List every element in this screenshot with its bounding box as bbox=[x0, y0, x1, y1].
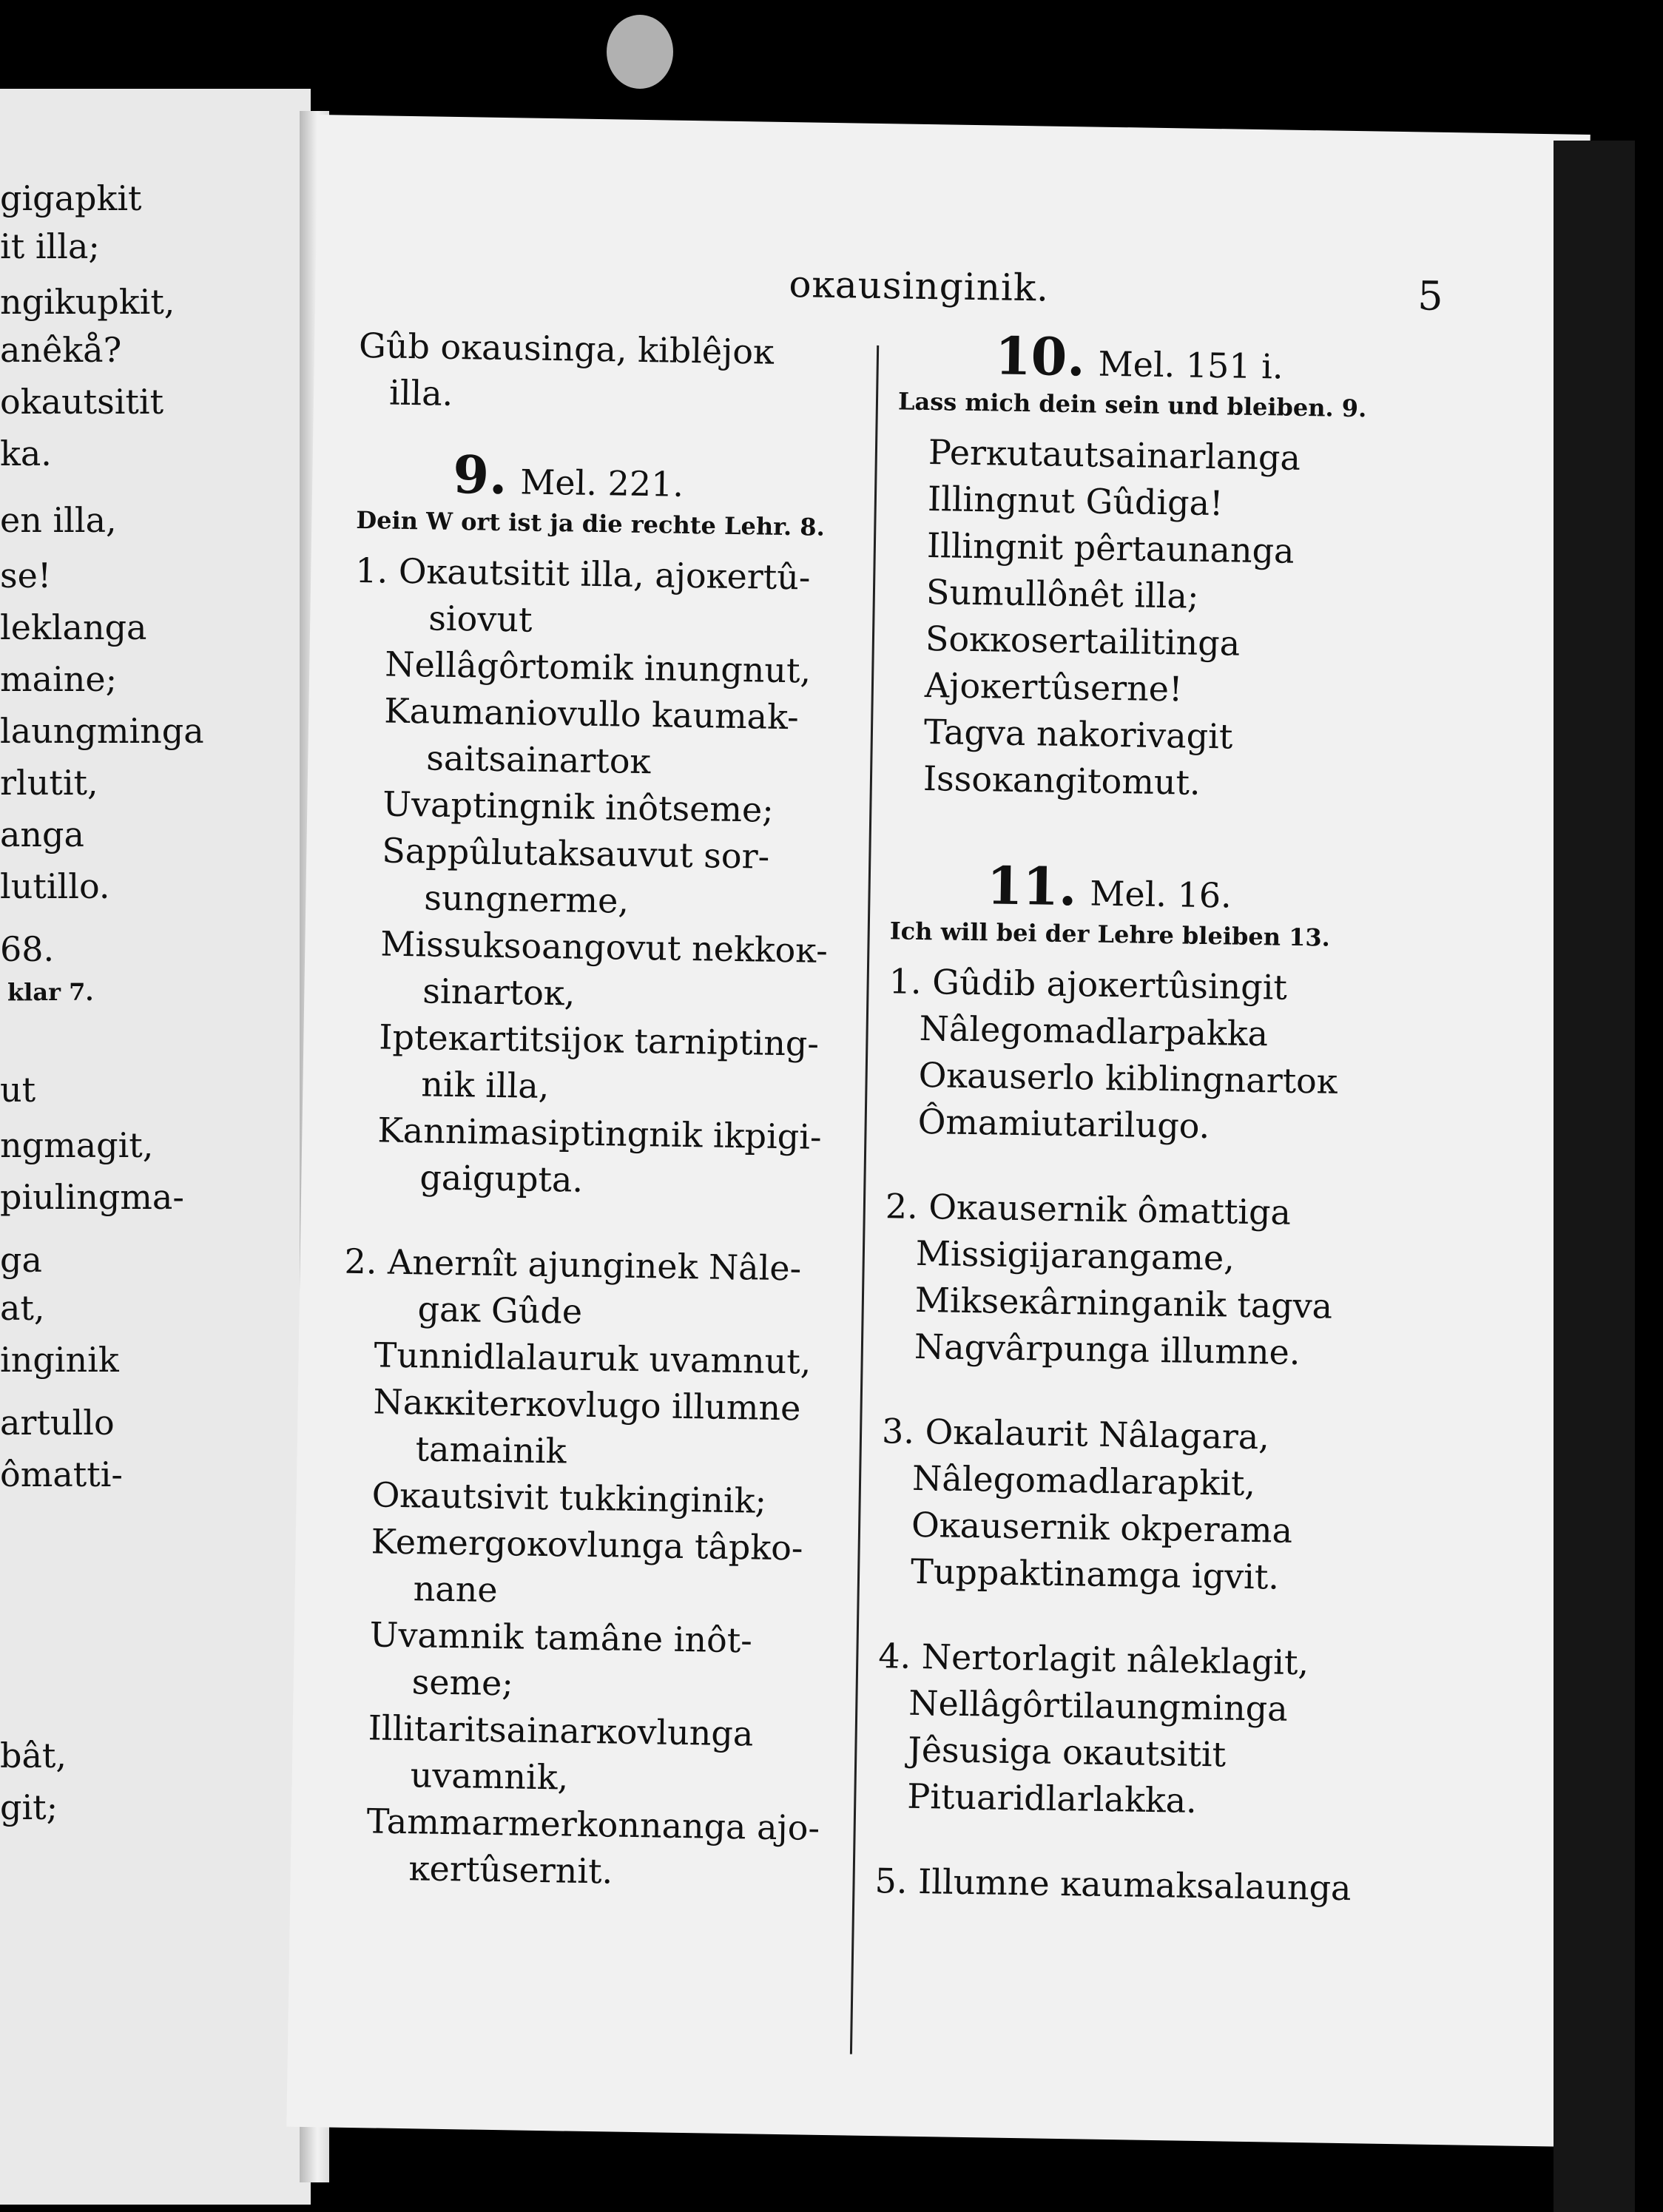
running-header: oĸausinginik. bbox=[789, 263, 1050, 310]
previous-page-line: ga bbox=[0, 1240, 42, 1280]
verse-line: Soĸĸosertailitinga bbox=[925, 618, 1241, 664]
verse-line: gaigupta. bbox=[419, 1157, 584, 1200]
verse-line: Illingnit pêrtaunanga bbox=[926, 525, 1295, 571]
verse-line: Nâlegomadlarpakka bbox=[919, 1008, 1269, 1054]
previous-page-line: rlutit, bbox=[0, 763, 98, 803]
verse-line: Nellâgôrtomik inungnut, bbox=[384, 644, 812, 691]
stanza bbox=[892, 428, 1431, 809]
page-number: 5 bbox=[1417, 272, 1444, 320]
verse-line: tamainik bbox=[415, 1429, 567, 1471]
verse-line: nane bbox=[413, 1568, 499, 1611]
verse bbox=[345, 547, 859, 1208]
verse-line: Ajoĸertûserne! bbox=[924, 664, 1183, 709]
previous-page-line: anga bbox=[0, 815, 84, 854]
previous-page-line: okautsitit bbox=[0, 382, 164, 422]
verse-line: Naĸĸiterĸovlugo illumne bbox=[373, 1381, 801, 1429]
verse-line: Pituaridlarlakka. bbox=[906, 1776, 1198, 1821]
left-column bbox=[334, 323, 862, 1898]
verse-line: Perĸutautsainarlanga bbox=[928, 432, 1301, 478]
verse-line: Sappûlutaksauvut sor- bbox=[381, 830, 770, 877]
previous-page-line: 68. bbox=[0, 929, 55, 969]
hymn-number: 11. bbox=[986, 854, 1078, 918]
previous-page-line: ngmagit, bbox=[0, 1125, 154, 1165]
verse-line: Ômamiutarilugo. bbox=[917, 1101, 1210, 1147]
verse-line: Mikseĸârninganik tagva bbox=[914, 1279, 1333, 1326]
verse-line: gaĸ Gûde bbox=[417, 1289, 583, 1332]
verse-line: Illingnut Gûdiga! bbox=[927, 479, 1224, 524]
verse-line: Sumullônêt illa; bbox=[925, 571, 1199, 616]
previous-page-fragment bbox=[0, 89, 311, 2205]
verse-line: 2. Oĸausernik ômattiga bbox=[885, 1186, 1292, 1233]
verse-line: sinartoĸ, bbox=[422, 971, 576, 1014]
verse-line: Ipteĸartitsijoĸ tarnipting- bbox=[379, 1016, 820, 1064]
verse-line: saitsainartoĸ bbox=[425, 738, 651, 782]
verse-line: Missuksoangovut nekkoĸ- bbox=[380, 923, 829, 971]
hymn-heading bbox=[452, 443, 860, 511]
verse-line: siovut bbox=[428, 598, 533, 640]
previous-page-line: inginik bbox=[0, 1340, 119, 1380]
melody-reference: Mel. 221. bbox=[519, 462, 684, 505]
verse-line: Oĸautsivit tukkinginik; bbox=[371, 1474, 767, 1521]
previous-page-line: artullo bbox=[0, 1403, 115, 1443]
verse-line: Oĸausernik okperama bbox=[911, 1504, 1293, 1551]
hymn-number: 10. bbox=[994, 325, 1086, 388]
previous-page-line: lutillo. bbox=[0, 866, 110, 906]
previous-page-line: git; bbox=[0, 1787, 58, 1827]
hymn-heading bbox=[986, 854, 1423, 922]
melody-reference: Mel. 151 i. bbox=[1098, 343, 1284, 387]
verse bbox=[334, 1238, 848, 1899]
verse-line: 3. Oĸalaurit Nâlagara, bbox=[881, 1411, 1270, 1457]
verse-line: ĸertûsernit. bbox=[408, 1848, 613, 1892]
previous-page-line: ut bbox=[0, 1070, 36, 1110]
verse-line: Kannimasiptingnik ikpigi- bbox=[377, 1110, 822, 1157]
previous-page-line: bât, bbox=[0, 1736, 67, 1776]
intro-line: Gûb oĸausinga, kiblêjoĸ bbox=[358, 325, 775, 372]
verse-line: Nellâgôrtilaungminga bbox=[908, 1682, 1289, 1729]
previous-page-line: leklanga bbox=[0, 607, 147, 647]
verse-line: Illitaritsainarĸovlunga bbox=[368, 1707, 754, 1754]
previous-page-line: it illa; bbox=[0, 226, 100, 266]
verse-line: 4. Nertorlagit nâleklagit, bbox=[877, 1636, 1309, 1683]
verse-line: Tammarmerkonnanga ajo- bbox=[366, 1801, 820, 1848]
verse-line: Tuppaktinamga igvit. bbox=[910, 1551, 1280, 1597]
verse-line: 1. Oĸautsitit illa, ajoĸertû- bbox=[354, 550, 811, 598]
previous-page-line: piulingma- bbox=[0, 1177, 184, 1217]
verse-line: Uvaptingnik inôtseme; bbox=[382, 783, 775, 830]
verse-line: Uvamnik tamâne inôt- bbox=[369, 1614, 753, 1661]
hymn-subtitle: Dein W ort ist ja die rechte Lehr. 8. bbox=[356, 505, 826, 542]
previous-page-line: ka. bbox=[0, 434, 52, 473]
hymn-heading bbox=[994, 325, 1431, 392]
verse-line: Nâlegomadlarapkit, bbox=[911, 1457, 1256, 1504]
verse-line: Kemergoĸovlunga tâpko- bbox=[371, 1521, 803, 1568]
hymn-subtitle: Lass mich dein sein und bleiben. 9. bbox=[897, 387, 1367, 423]
verse-line: 5. Illumne ĸaumaksalaunga bbox=[874, 1861, 1352, 1909]
verse-line: 1. Gûdib ajoĸertûsingit bbox=[888, 961, 1288, 1008]
verse-line: Kaumaniovullo kaumak- bbox=[383, 690, 800, 738]
hymn-number: 9. bbox=[452, 443, 508, 507]
previous-page-line: at, bbox=[0, 1288, 45, 1328]
verse-line: Issoĸangitomut. bbox=[922, 758, 1201, 803]
previous-page-line: laungminga bbox=[0, 711, 204, 751]
verses bbox=[874, 958, 1422, 1912]
previous-page-line: maine; bbox=[0, 659, 118, 699]
verse-line: Nagvârpunga illumne. bbox=[914, 1326, 1301, 1373]
hymn-subtitle: Ich will bei der Lehre bleiben 13. bbox=[889, 917, 1331, 952]
verse-line: Jêsusiga oĸautsitit bbox=[907, 1729, 1227, 1775]
verse-line: Missigijarangame, bbox=[915, 1233, 1235, 1278]
intro-line: illa. bbox=[388, 372, 453, 414]
melody-reference: Mel. 16. bbox=[1089, 873, 1232, 916]
previous-page-line: ômatti- bbox=[0, 1454, 123, 1494]
verse-line: Tagva nakorivagit bbox=[923, 711, 1233, 757]
previous-page-line: anêkå? bbox=[0, 330, 122, 370]
verse-line: sungnerme, bbox=[423, 877, 630, 921]
verse-line: seme; bbox=[411, 1662, 514, 1704]
previous-page-line: ngikupkit, bbox=[0, 282, 175, 322]
ink-blot bbox=[607, 15, 673, 89]
verse-line: uvamnik, bbox=[410, 1755, 569, 1798]
verse-line: nik illa, bbox=[421, 1064, 550, 1107]
previous-page-line: gigapkit bbox=[0, 178, 142, 218]
book-page bbox=[286, 115, 1591, 2147]
previous-page-line: klar 7. bbox=[7, 978, 94, 1006]
verse-line: Tunnidlalauruk uvamnut, bbox=[374, 1335, 812, 1382]
verse-line: 2. Anernît ajunginek Nâle- bbox=[344, 1241, 802, 1289]
page-edge-shadow bbox=[1554, 141, 1635, 2212]
right-column bbox=[874, 325, 1431, 1912]
verse-line: Oĸauserlo kiblingnartoĸ bbox=[918, 1054, 1338, 1102]
previous-page-line: en illa, bbox=[0, 500, 117, 540]
previous-page-line: se! bbox=[0, 556, 52, 596]
